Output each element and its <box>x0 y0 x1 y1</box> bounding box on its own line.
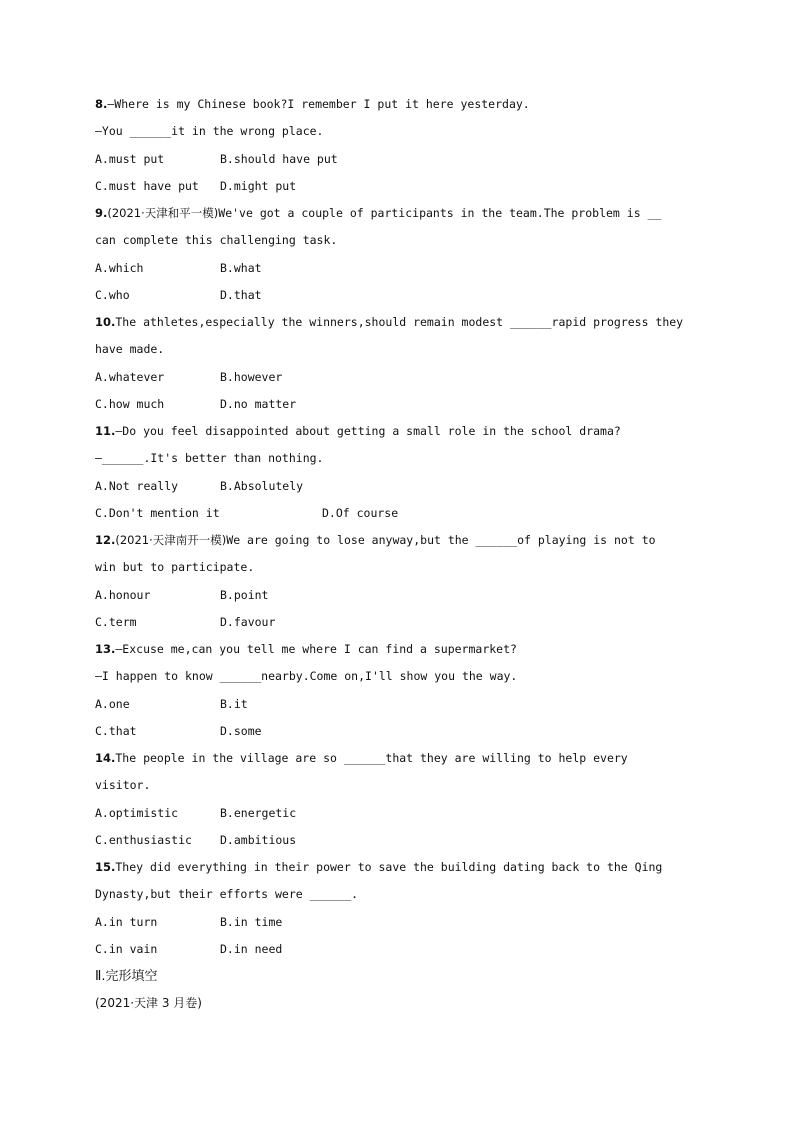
question-15-line-2: Dynasty,but their efforts were ______. <box>95 887 359 902</box>
option-a: A.optimistic <box>95 805 179 820</box>
question-10-line-1 <box>95 309 705 336</box>
option-a: A.Not really <box>95 478 179 493</box>
question-11-options-row-1 <box>95 473 705 500</box>
question-15-options-row-2 <box>95 936 705 963</box>
question-10-line-2: have made. <box>95 342 165 357</box>
question-text: The athletes,especially the winners,should remain modest ______rapid progress they <box>115 315 684 329</box>
option-d: D.some <box>220 723 262 738</box>
option-d: D.that <box>220 287 262 302</box>
option-b: B.it <box>220 696 248 711</box>
question-text: We've got a couple of participants in the team.The problem is __ <box>218 206 662 220</box>
question-15-line-1 <box>95 854 705 881</box>
question-12-options-row-2 <box>95 609 705 636</box>
question-12-line-1 <box>95 527 705 554</box>
option-a: A.in turn <box>95 914 158 929</box>
option-c: C.must have put <box>95 178 199 193</box>
question-source: (2021·天津南开一模) <box>115 533 227 547</box>
option-d: D.no matter <box>220 396 297 411</box>
option-a: A.honour <box>95 587 151 602</box>
question-12-line-2: win but to participate. <box>95 560 255 575</box>
question-number: 9. <box>95 206 108 220</box>
option-a: A.must put <box>95 151 165 166</box>
question-11-line-2: —______.It's better than nothing. <box>95 451 324 466</box>
question-11-options-row-2 <box>95 500 705 527</box>
option-d: D.in need <box>220 941 283 956</box>
question-9-line-1 <box>95 200 705 227</box>
question-number: 8. <box>95 97 108 111</box>
question-source: (2021·天津和平一模) <box>107 206 219 220</box>
question-13-line-2: —I happen to know ______nearby.Come on,I'll show you the way. <box>95 669 518 684</box>
option-d: D.Of course <box>322 505 399 520</box>
question-number: 11. <box>95 424 116 438</box>
question-text: —Excuse me,can you tell me where I can find a supermarket? <box>115 642 517 656</box>
question-text: The people in the village are so ______that they are willing to help every <box>115 751 628 765</box>
question-number: 13. <box>95 642 116 656</box>
question-9-options-row-2 <box>95 282 705 309</box>
option-b: B.however <box>220 369 283 384</box>
question-text: They did everything in their power to save the building dating back to the Qing <box>115 860 663 874</box>
option-a: A.which <box>95 260 144 275</box>
option-d: D.might put <box>220 178 297 193</box>
question-number: 12. <box>95 533 116 547</box>
question-number: 15. <box>95 860 116 874</box>
question-10-options-row-1 <box>95 364 705 391</box>
question-8-options-row-1 <box>95 146 705 173</box>
option-d: D.favour <box>220 614 276 629</box>
option-d: D.ambitious <box>220 832 297 847</box>
option-b: B.point <box>220 587 269 602</box>
question-14-options-row-1 <box>95 800 705 827</box>
question-8-line-1 <box>95 91 705 118</box>
question-number: 14. <box>95 751 116 765</box>
question-13-line-1 <box>95 636 705 663</box>
section-source: (2021·天津 3 月卷) <box>95 996 202 1011</box>
option-a: A.whatever <box>95 369 165 384</box>
question-text: We are going to lose anyway,but the ______of playing is not to <box>226 533 656 547</box>
question-number: 10. <box>95 315 116 329</box>
option-c: C.Don't mention it <box>95 505 220 520</box>
section-heading: Ⅱ.完形填空 <box>95 969 158 984</box>
question-8-line-2: —You ______it in the wrong place. <box>95 124 324 139</box>
question-10-options-row-2 <box>95 391 705 418</box>
question-9-line-2: can complete this challenging task. <box>95 233 338 248</box>
option-c: C.that <box>95 723 137 738</box>
question-15-options-row-1 <box>95 909 705 936</box>
option-b: B.what <box>220 260 262 275</box>
question-text: —Do you feel disappointed about getting a small role in the school drama? <box>115 424 621 438</box>
option-c: C.in vain <box>95 941 158 956</box>
question-14-line-2: visitor. <box>95 778 151 793</box>
question-9-options-row-1 <box>95 255 705 282</box>
exam-page <box>95 91 705 1018</box>
option-c: C.who <box>95 287 130 302</box>
option-b: B.in time <box>220 914 283 929</box>
option-c: C.term <box>95 614 137 629</box>
question-13-options-row-1 <box>95 691 705 718</box>
option-c: C.enthusiastic <box>95 832 192 847</box>
option-a: A.one <box>95 696 130 711</box>
question-12-options-row-1 <box>95 582 705 609</box>
option-b: B.should have put <box>220 151 338 166</box>
option-c: C.how much <box>95 396 165 411</box>
question-14-line-1 <box>95 745 705 772</box>
question-14-options-row-2 <box>95 827 705 854</box>
question-13-options-row-2 <box>95 718 705 745</box>
question-text: —Where is my Chinese book?I remember I put it here yesterday. <box>107 97 530 111</box>
option-b: B.Absolutely <box>220 478 304 493</box>
question-8-options-row-2 <box>95 173 705 200</box>
option-b: B.energetic <box>220 805 297 820</box>
question-11-line-1 <box>95 418 705 445</box>
